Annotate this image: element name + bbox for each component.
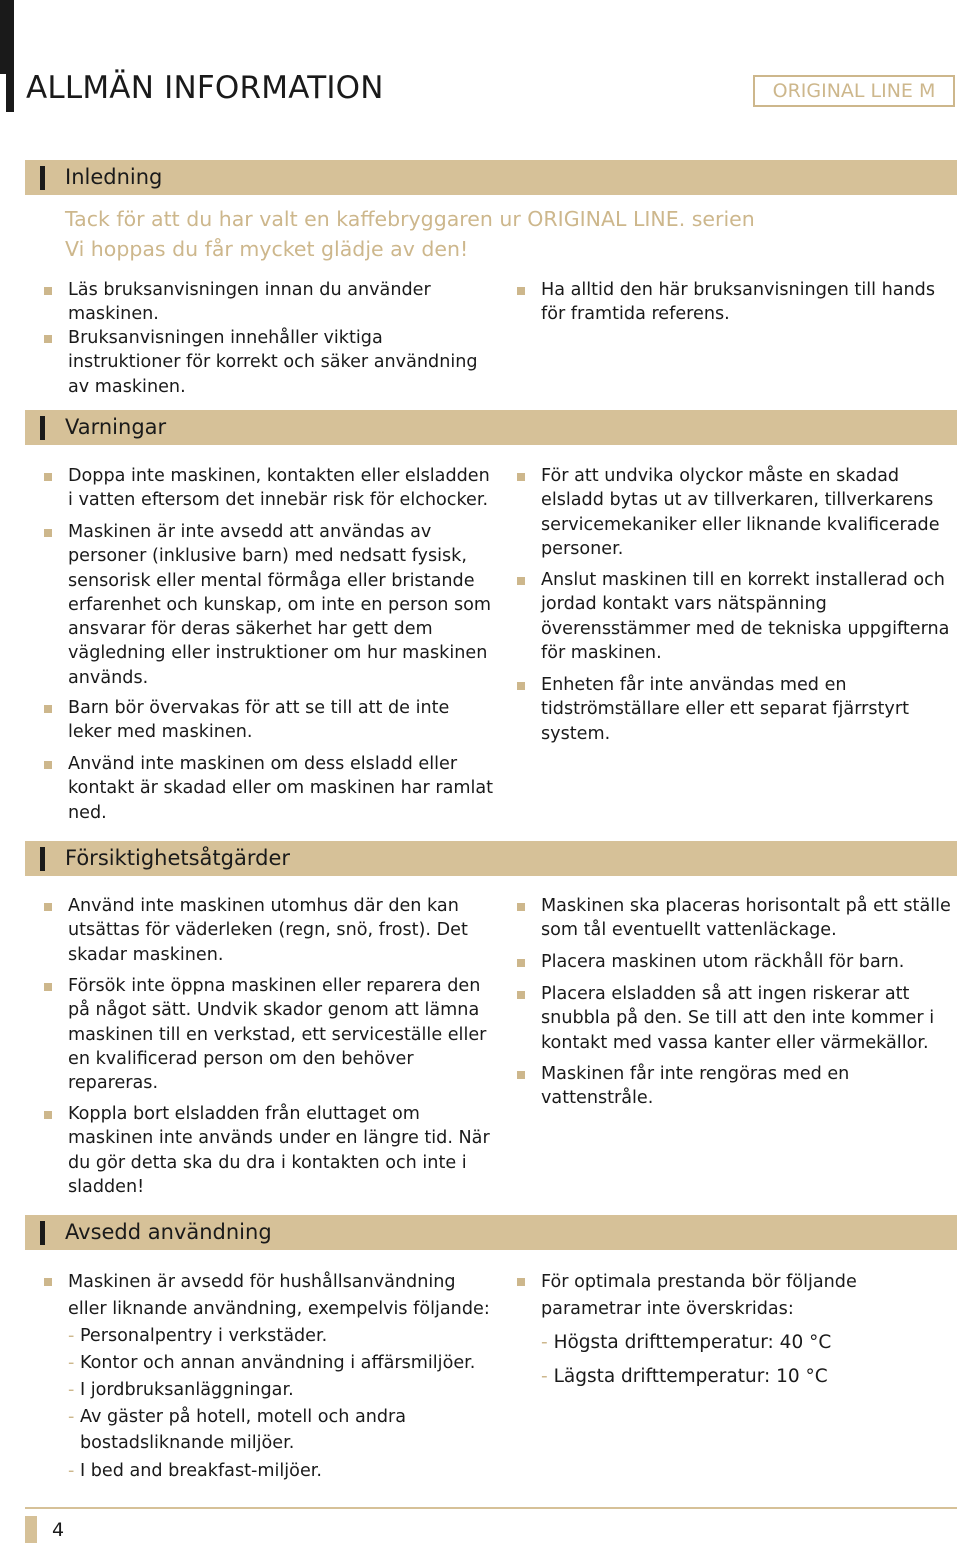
bullet-text: Maskinen är inte avsedd att användas av personer (inklusive barn) med nedsatt fysisk, sensorisk eller mental förmåga eller bristande erfarenhet och kunskap, om inte en person som ansvarar för deras säkerhet har gett dem vägledning eller instruktioner om hur maskinen används. bbox=[68, 522, 492, 688]
bullet-square-icon bbox=[517, 473, 525, 481]
product-line-badge: ORIGINAL LINE M bbox=[753, 75, 955, 107]
bullet-square-icon bbox=[44, 287, 52, 295]
bullet-text: Placera elsladden så att ingen riskerar att snubbla på den. Se till att den inte kommer i kontakt med vassa kanter eller värmekällor. bbox=[541, 984, 935, 1053]
bullet-square-icon bbox=[44, 761, 52, 769]
usage-list-item bbox=[541, 1330, 831, 1356]
section-title: Avsedd användning bbox=[65, 1220, 272, 1244]
page-edge-bar-lower bbox=[6, 74, 14, 112]
bullet-square-icon bbox=[517, 1071, 525, 1079]
bullet-square-icon bbox=[517, 903, 525, 911]
bullet-square-icon bbox=[44, 983, 52, 991]
bullet-square-icon bbox=[44, 529, 52, 537]
bullet-square-icon bbox=[517, 287, 525, 295]
bullet-item bbox=[68, 894, 498, 967]
intro-text-line: Tack för att du har valt en kaffebryggaren ur ORIGINAL LINE. serien bbox=[65, 207, 755, 231]
bullet-square-icon bbox=[517, 1278, 525, 1286]
bullet-text: Maskinen är avsedd för hushållsanvändning eller liknande användning, exempelvis följande: bbox=[68, 1272, 490, 1319]
usage-list-item bbox=[68, 1350, 475, 1376]
bullet-text: Koppla bort elsladden från eluttaget om maskinen inte används under en längre tid. När du gör detta ska du dra i kontakten och inte i sladden! bbox=[68, 1104, 490, 1197]
bullet-item bbox=[68, 974, 498, 1095]
dash-marker: - bbox=[68, 1407, 80, 1427]
page-number: 4 bbox=[52, 1519, 65, 1541]
bullet-square-icon bbox=[517, 959, 525, 967]
bullet-text: Maskinen får inte rengöras med en vattenstråle. bbox=[541, 1064, 850, 1109]
bullet-item bbox=[68, 1269, 498, 1323]
section-marker bbox=[40, 847, 45, 871]
usage-item-text: I bed and breakfast-miljöer. bbox=[79, 1461, 322, 1481]
section-header-usage bbox=[25, 1215, 957, 1250]
bullet-square-icon bbox=[44, 705, 52, 713]
dash-marker: - bbox=[68, 1461, 80, 1481]
bullet-item bbox=[68, 464, 498, 513]
bullet-text: Enheten får inte användas med en tidströmställare eller ett separat fjärrstyrt system. bbox=[541, 675, 909, 744]
bullet-text: För optimala prestanda bör följande parametrar inte överskridas: bbox=[541, 1272, 857, 1319]
section-marker bbox=[40, 166, 45, 190]
dash-marker: - bbox=[68, 1380, 80, 1400]
bullet-text: Doppa inte maskinen, kontakten eller elsladden i vatten eftersom det innebär risk för elchocker. bbox=[68, 466, 490, 511]
section-header-intro bbox=[25, 160, 957, 195]
bullet-square-icon bbox=[44, 335, 52, 343]
intro-text-line: Vi hoppas du får mycket glädje av den! bbox=[65, 237, 469, 261]
bullet-item bbox=[68, 326, 493, 399]
bullet-square-icon bbox=[517, 991, 525, 999]
bullet-text: Ha alltid den här bruksanvisningen till hands för framtida referens. bbox=[541, 280, 936, 325]
footer-divider bbox=[25, 1507, 957, 1509]
bullet-item bbox=[541, 1269, 956, 1323]
usage-item-text: Av gäster på hotell, motell och andra bostadsliknande miljöer. bbox=[79, 1407, 407, 1453]
bullet-item bbox=[541, 982, 956, 1055]
bullet-item bbox=[541, 464, 956, 561]
usage-list-item bbox=[68, 1377, 294, 1403]
bullet-item bbox=[541, 568, 956, 665]
section-header-warnings bbox=[25, 410, 957, 445]
bullet-text: Använd inte maskinen utomhus där den kan utsättas för väderleken (regn, snö, frost). Det skadar maskinen. bbox=[68, 896, 468, 965]
page-edge-bar bbox=[0, 0, 14, 74]
bullet-text: Läs bruksanvisningen innan du använder maskinen. bbox=[68, 280, 431, 325]
bullet-square-icon bbox=[44, 903, 52, 911]
section-title: Försiktighetsåtgärder bbox=[65, 846, 291, 870]
section-title: Inledning bbox=[65, 165, 163, 189]
usage-item-text: I jordbruksanläggningar. bbox=[79, 1380, 294, 1400]
usage-item-text: Kontor och annan användning i affärsmiljöer. bbox=[79, 1353, 476, 1373]
bullet-square-icon bbox=[44, 473, 52, 481]
bullet-text: Försök inte öppna maskinen eller reparera den på något sätt. Undvik skador genom att lämna maskinen till en verkstad, ett serviceställe eller en kvalificerad person om den behöver repareras. bbox=[68, 976, 487, 1094]
bullet-text: Maskinen ska placeras horisontalt på ett ställe som tål eventuellt vattenläckage. bbox=[541, 896, 951, 941]
bullet-text: Barn bör övervakas för att se till att de inte leker med maskinen. bbox=[68, 698, 450, 743]
bullet-square-icon bbox=[517, 682, 525, 690]
section-title: Varningar bbox=[65, 415, 167, 439]
usage-item-text: Personalpentry i verkstäder. bbox=[79, 1326, 328, 1346]
bullet-text: För att undvika olyckor måste en skadad elsladd bytas ut av tillverkaren, tillverkarens servicemekaniker eller liknande kvalificerade personer. bbox=[541, 466, 940, 559]
bullet-item bbox=[541, 950, 956, 974]
bullet-square-icon bbox=[44, 1278, 52, 1286]
page-title: ALLMÄN INFORMATION bbox=[26, 70, 384, 106]
dash-marker: - bbox=[68, 1353, 80, 1373]
usage-list-item bbox=[541, 1364, 828, 1390]
bullet-text: Anslut maskinen till en korrekt installerad och jordad kontakt vars nätspänning överensstämmer med de tekniska uppgifterna för maskinen. bbox=[541, 570, 950, 663]
bullet-square-icon bbox=[517, 577, 525, 585]
footer-marker bbox=[25, 1516, 37, 1543]
bullet-item bbox=[68, 1102, 498, 1199]
bullet-item bbox=[541, 278, 956, 327]
dash-marker: - bbox=[541, 1366, 554, 1387]
bullet-item bbox=[541, 894, 956, 943]
section-marker bbox=[40, 1221, 45, 1245]
usage-list-item bbox=[68, 1404, 430, 1456]
usage-list-item bbox=[68, 1458, 322, 1484]
bullet-item bbox=[68, 752, 498, 825]
bullet-item bbox=[541, 1062, 956, 1111]
usage-item-text: Lägsta drifttemperatur: 10 °C bbox=[553, 1366, 828, 1387]
bullet-text: Använd inte maskinen om dess elsladd eller kontakt är skadad eller om maskinen har ramlat ned. bbox=[68, 754, 494, 823]
usage-list-item bbox=[68, 1323, 327, 1349]
bullet-item bbox=[541, 673, 956, 746]
bullet-text: Placera maskinen utom räckhåll för barn. bbox=[541, 952, 905, 972]
dash-marker: - bbox=[541, 1332, 554, 1353]
bullet-item bbox=[68, 696, 498, 745]
bullet-text: Bruksanvisningen innehåller viktiga instruktioner för korrekt och säker användning av maskinen. bbox=[68, 328, 478, 397]
usage-item-text: Högsta drifttemperatur: 40 °C bbox=[553, 1332, 832, 1353]
section-header-precautions bbox=[25, 841, 957, 876]
bullet-item bbox=[68, 520, 498, 690]
bullet-item bbox=[68, 278, 478, 327]
bullet-square-icon bbox=[44, 1111, 52, 1119]
section-marker bbox=[40, 416, 45, 440]
dash-marker: - bbox=[68, 1326, 80, 1346]
